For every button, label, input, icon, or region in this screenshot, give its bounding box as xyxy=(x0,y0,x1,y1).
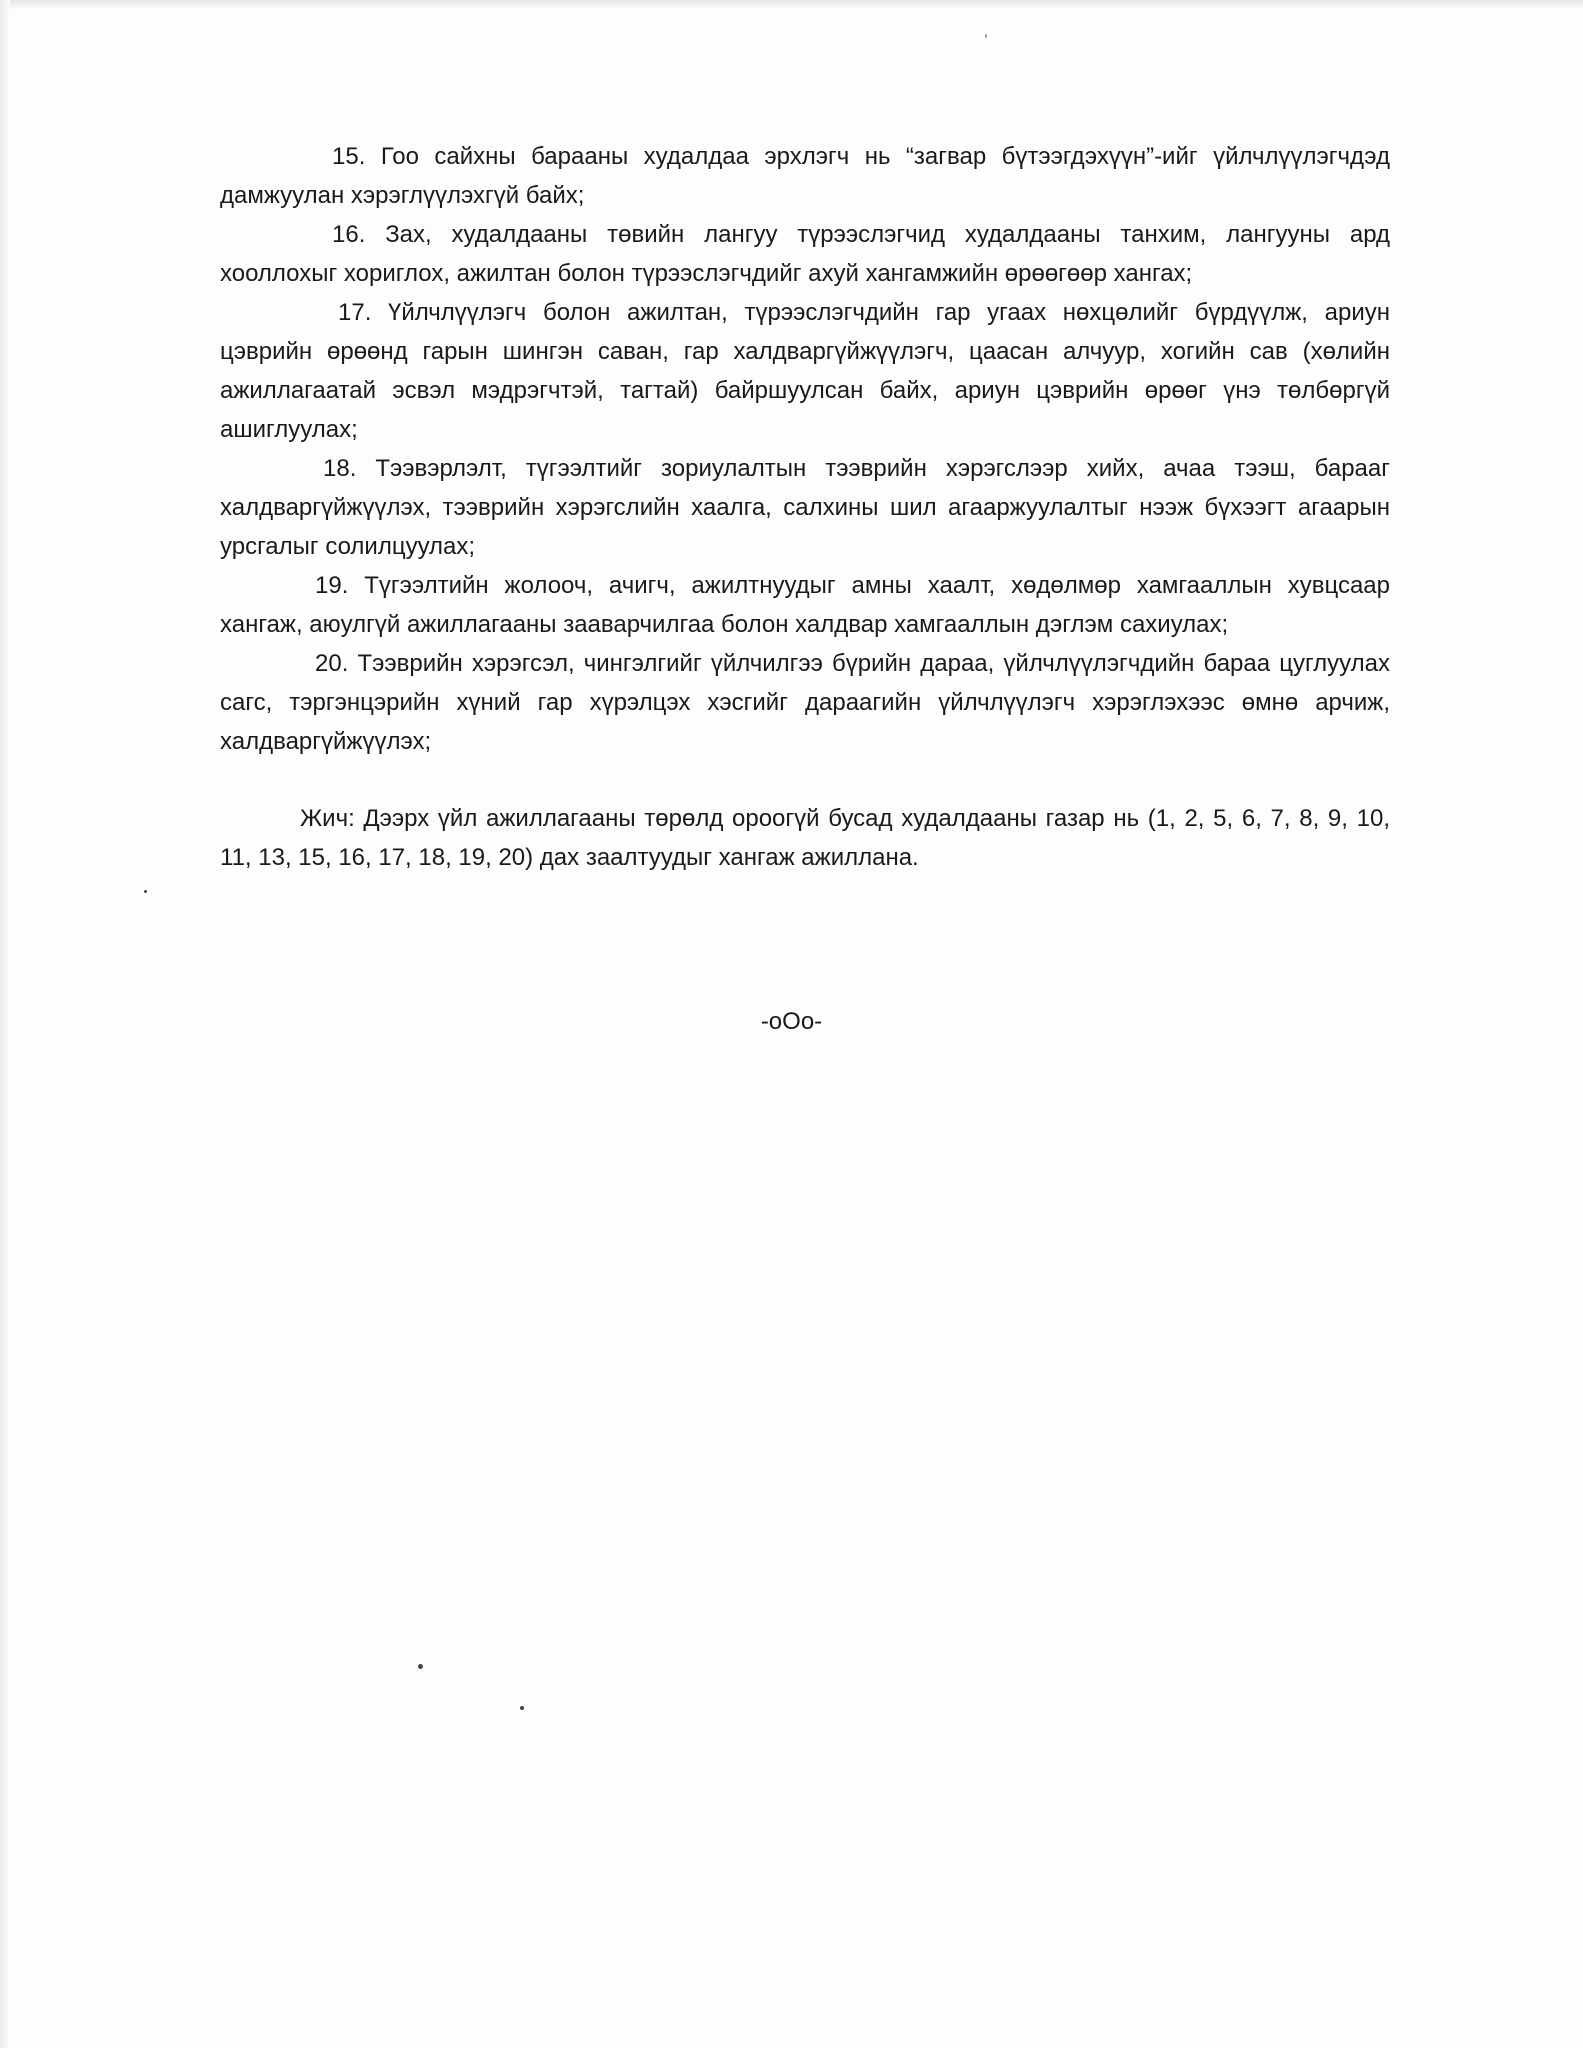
scan-edge-top xyxy=(0,0,1583,10)
closing-mark: -oOo- xyxy=(760,1008,823,1035)
scan-speck xyxy=(144,890,147,893)
item-19: 19. Түгээлтийн жолооч, ачигч, ажилтнуудыг амны хаалт, хөдөлмөр хамгааллын хувцсаар хангаж, аюулгүй ажиллагааны зааварчилгаа болон халдвар хамгааллын дэглэм сахиулах; xyxy=(220,572,1390,638)
scan-speck xyxy=(418,1664,423,1669)
item-17: 17. Үйлчлүүлэгч болон ажилтан, түрээслэгчдийн гар угаах нөхцөлийг бүрдүүлж, ариун цэврийн өрөөнд гарын шингэн саван, гар халдваргүйжүүлэгч, цаасан алчуур, хогийн сав (хөлийн ажиллагаатай эсвэл мэдрэгчтэй, тагтай) байршуулсан байх, ариун цэврийн өрөөг үнэ төлбөргүй ашиглуулах; xyxy=(220,299,1390,443)
scan-speck xyxy=(985,34,987,38)
item-16: 16. Зах, худалдааны төвийн лангуу түрээслэгчид худалдааны танхим, лангууны ард хооллохыг хориглох, ажилтан болон түрээслэгчдийг ахуй хангамжийн өрөөгөөр хангах; xyxy=(220,221,1390,287)
item-18: 18. Тээвэрлэлт, түгээлтийг зориулалтын тээврийн хэрэгслээр хийх, ачаа тээш, барааг халдваргүйжүүлэх, тээврийн хэрэгслийн хаалга, салхины шил агааржуулалтыг нээж бүхээгт агаарын урсгалыг солилцуулах; xyxy=(220,455,1390,560)
note-paragraph: Жич: Дээрх үйл ажиллагааны төрөлд ороогүй бусад худалдааны газар нь (1, 2, 5, 6, 7, 8, 9, 10, 11, 13, 15, 16, 17, 18, 19, 20) дах заалтуудыг хангаж ажиллана. xyxy=(220,805,1390,871)
document-body xyxy=(220,137,1390,877)
scan-speck xyxy=(520,1706,524,1710)
item-15: 15. Гоо сайхны барааны худалдаа эрхлэгч нь “загвар бүтээгдэхүүн”-ийг үйлчлүүлэгчдэд дамжуулан хэрэглүүлэхгүй байх; xyxy=(220,143,1390,209)
item-20: 20. Тээврийн хэрэгсэл, чингэлгийг үйлчилгээ бүрийн дараа, үйлчлүүлэгчдийн бараа цуглуулах сагс, тэргэнцэрийн хүний гар хүрэлцэх хэсгийг дараагийн үйлчлүүлэгч хэрэглэхээс өмнө арчиж, халдваргүйжүүлэх; xyxy=(220,650,1390,755)
